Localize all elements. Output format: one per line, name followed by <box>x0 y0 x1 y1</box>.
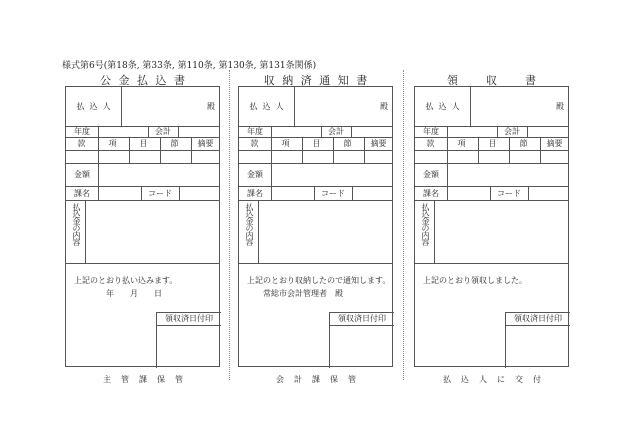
payment-content-field[interactable] <box>434 200 569 263</box>
amount-field[interactable] <box>447 163 569 186</box>
kou-field[interactable] <box>97 150 128 163</box>
code-label: コード <box>148 188 172 198</box>
code-label: コード <box>497 188 521 198</box>
amount-field[interactable] <box>98 163 220 186</box>
form-number-header: 様式第6号(第18条, 第33条, 第110条, 第130条, 第131条関係) <box>62 61 317 71</box>
section-label: 課名 <box>74 188 90 198</box>
kou-field[interactable] <box>446 150 477 163</box>
stamp-label: 領収済日付印 <box>506 313 570 326</box>
fiscal-year-label: 年度 <box>247 127 263 136</box>
stamp-label: 領収済日付印 <box>157 313 221 326</box>
fiscal-year-field[interactable] <box>271 126 321 137</box>
fiscal-year-field[interactable] <box>447 126 497 137</box>
moku-field[interactable] <box>477 150 508 163</box>
summary-field[interactable] <box>363 150 394 163</box>
rule <box>66 263 219 264</box>
amount-label: 金額 <box>74 170 90 179</box>
payment-content-field[interactable] <box>85 200 220 263</box>
payer-label: 払 込 人 <box>249 102 284 111</box>
setsu-field[interactable] <box>159 150 190 163</box>
payer-name-field[interactable] <box>294 87 393 126</box>
kou-label: 項 <box>457 139 466 148</box>
rule <box>415 263 568 264</box>
summary-field[interactable] <box>190 150 221 163</box>
statement-text <box>66 275 221 300</box>
kan-label: 款 <box>250 139 259 148</box>
honorific-label: 殿 <box>207 102 215 111</box>
receipt-stamp-box <box>329 312 394 368</box>
receipt-form <box>414 74 569 384</box>
honorific-label: 殿 <box>380 102 388 111</box>
retention-note: 払 込 人 に 交 付 <box>443 375 542 384</box>
moku-label: 目 <box>139 139 148 148</box>
setsu-field[interactable] <box>508 150 539 163</box>
moku-field[interactable] <box>128 150 159 163</box>
summary-field[interactable] <box>539 150 570 163</box>
summary-label: 摘要 <box>370 139 387 148</box>
kou-field[interactable] <box>270 150 301 163</box>
section-label: 課名 <box>247 188 263 198</box>
kan-field[interactable] <box>239 150 270 163</box>
kan-label: 款 <box>77 139 86 148</box>
summary-label: 摘要 <box>546 139 563 148</box>
payment-content-label: 払込金の内容 <box>421 203 430 245</box>
fiscal-year-label: 年度 <box>74 127 90 136</box>
code-label: コード <box>321 188 345 198</box>
fiscal-year-field[interactable] <box>98 126 148 137</box>
setsu-label: 節 <box>343 139 352 148</box>
amount-label: 金額 <box>423 170 439 179</box>
receipt-stamp-box <box>505 312 570 368</box>
kan-label: 款 <box>426 139 435 148</box>
statement-text <box>415 275 570 288</box>
cut-line <box>229 70 230 380</box>
section-field[interactable] <box>271 186 314 200</box>
amount-field[interactable] <box>271 163 393 186</box>
statement-line: 常総市会計管理者 殿 <box>239 288 343 298</box>
account-label: 会計 <box>504 127 520 136</box>
statement-line: 上記のとおり収納したので通知します。 <box>239 276 391 285</box>
kan-field[interactable] <box>66 150 97 163</box>
retention-note: 会 計 課 保 管 <box>276 375 357 384</box>
payer-name-field[interactable] <box>121 87 220 126</box>
payer-name-field[interactable] <box>470 87 569 126</box>
receipt-stamp-box <box>156 312 221 368</box>
rule <box>239 263 392 264</box>
moku-label: 目 <box>488 139 497 148</box>
setsu-label: 節 <box>170 139 179 148</box>
account-field[interactable] <box>351 126 394 137</box>
form-title: 収 納 済 通 知 書 <box>263 74 370 87</box>
account-label: 会計 <box>328 127 344 136</box>
section-field[interactable] <box>447 186 490 200</box>
receipt-notice-form <box>238 74 393 384</box>
stamp-label: 領収済日付印 <box>330 313 394 326</box>
account-field[interactable] <box>178 126 221 137</box>
kou-label: 項 <box>108 139 117 148</box>
code-field[interactable] <box>528 186 569 200</box>
section-label: 課名 <box>423 188 439 198</box>
setsu-field[interactable] <box>332 150 363 163</box>
statement-line: 上記のとおり領収しました。 <box>415 276 527 285</box>
kan-field[interactable] <box>415 150 446 163</box>
statement-text <box>239 275 394 300</box>
payer-label: 払 込 人 <box>425 102 460 111</box>
account-field[interactable] <box>527 126 570 137</box>
setsu-label: 節 <box>519 139 528 148</box>
amount-label: 金額 <box>247 170 263 179</box>
honorific-label: 殿 <box>556 102 564 111</box>
cut-line <box>403 70 404 380</box>
retention-note: 主 管 課 保 管 <box>103 375 184 384</box>
statement-line: 年 月 日 <box>66 288 162 298</box>
moku-field[interactable] <box>301 150 332 163</box>
kou-label: 項 <box>281 139 290 148</box>
account-label: 会計 <box>155 127 171 136</box>
fiscal-year-label: 年度 <box>423 127 439 136</box>
form-title: 領 収 書 <box>447 74 538 87</box>
statement-line: 上記のとおり払い込みます。 <box>66 276 178 285</box>
code-field[interactable] <box>352 186 393 200</box>
moku-label: 目 <box>312 139 321 148</box>
summary-label: 摘要 <box>197 139 214 148</box>
payment-content-label: 払込金の内容 <box>245 203 254 245</box>
payment-slip-form <box>65 74 220 384</box>
code-field[interactable] <box>179 186 220 200</box>
section-field[interactable] <box>98 186 141 200</box>
payment-content-label: 払込金の内容 <box>72 203 81 245</box>
payment-content-field[interactable] <box>258 200 393 263</box>
payer-label: 払 込 人 <box>76 102 111 111</box>
form-title: 公 金 払 込 書 <box>100 74 187 87</box>
